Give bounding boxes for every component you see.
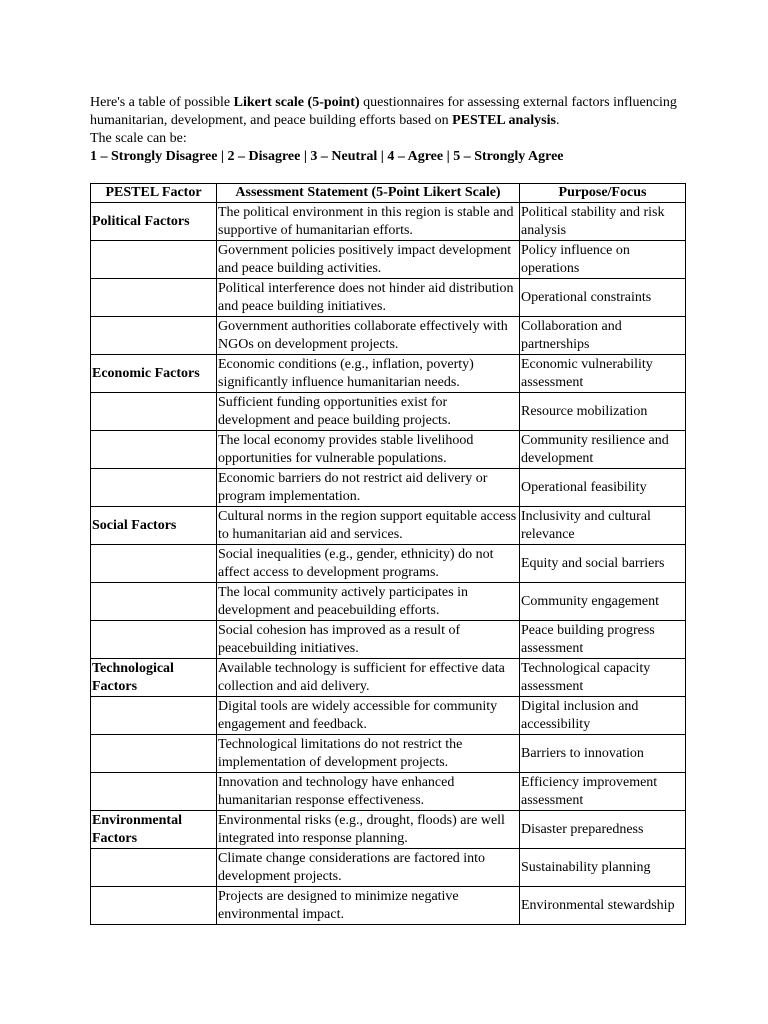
purpose-cell: Barriers to innovation: [520, 735, 686, 773]
statement-cell: Government authorities collaborate effectively with NGOs on development projects.: [217, 317, 520, 355]
intro-bold-likert: Likert scale (5-point): [233, 95, 360, 110]
table-row: [91, 203, 686, 241]
purpose-cell: Community resilience and development: [520, 431, 686, 469]
purpose-cell: Operational constraints: [520, 279, 686, 317]
factor-cell: [91, 735, 217, 773]
factor-cell: [91, 431, 217, 469]
intro-text: Here's a table of possible: [90, 95, 234, 110]
factor-cell: [91, 583, 217, 621]
intro-bold-pestel: PESTEL analysis: [452, 113, 556, 128]
purpose-cell: Operational feasibility: [520, 469, 686, 507]
purpose-cell: Collaboration and partnerships: [520, 317, 686, 355]
header-purpose-focus: Purpose/Focus: [520, 184, 686, 203]
intro-period: .: [555, 113, 560, 128]
table-row: [91, 393, 686, 431]
statement-cell: Sufficient funding opportunities exist for development and peace building projects.: [217, 393, 520, 431]
table-row: [91, 241, 686, 279]
header-assessment-statement: Assessment Statement (5-Point Likert Scale): [217, 184, 520, 203]
statement-cell: Social cohesion has improved as a result of peacebuilding initiatives.: [217, 621, 520, 659]
table-row: [91, 507, 686, 545]
table-row: [91, 697, 686, 735]
table-row: [91, 431, 686, 469]
purpose-cell: Digital inclusion and accessibility: [520, 697, 686, 735]
statement-cell: Digital tools are widely accessible for community engagement and feedback.: [217, 697, 520, 735]
intro-paragraph: [90, 94, 690, 130]
purpose-cell: Environmental stewardship: [520, 887, 686, 925]
intro-section: [90, 94, 690, 166]
factor-cell: [91, 469, 217, 507]
table-header-row: [91, 184, 686, 203]
purpose-cell: Sustainability planning: [520, 849, 686, 887]
purpose-cell: Political stability and risk analysis: [520, 203, 686, 241]
factor-cell: [91, 279, 217, 317]
factor-cell: Political Factors: [91, 203, 217, 241]
factor-cell: [91, 393, 217, 431]
statement-cell: The local economy provides stable livelihood opportunities for vulnerable populations.: [217, 431, 520, 469]
table-row: [91, 735, 686, 773]
statement-cell: Government policies positively impact development and peace building activities.: [217, 241, 520, 279]
factor-cell: [91, 621, 217, 659]
factor-cell: [91, 773, 217, 811]
factor-cell: Social Factors: [91, 507, 217, 545]
purpose-cell: Economic vulnerability assessment: [520, 355, 686, 393]
statement-cell: Economic barriers do not restrict aid delivery or program implementation.: [217, 469, 520, 507]
purpose-cell: Policy influence on operations: [520, 241, 686, 279]
factor-cell: Technological Factors: [91, 659, 217, 697]
statement-cell: Economic conditions (e.g., inflation, poverty) significantly influence humanitarian needs.: [217, 355, 520, 393]
scale-intro: The scale can be:: [90, 131, 187, 146]
purpose-cell: Equity and social barriers: [520, 545, 686, 583]
table-row: [91, 355, 686, 393]
purpose-cell: Community engagement: [520, 583, 686, 621]
statement-cell: Environmental risks (e.g., drought, floods) are well integrated into response planning.: [217, 811, 520, 849]
statement-cell: Available technology is sufficient for effective data collection and aid delivery.: [217, 659, 520, 697]
statement-cell: Technological limitations do not restrict the implementation of development projects.: [217, 735, 520, 773]
factor-cell: Economic Factors: [91, 355, 217, 393]
statement-cell: The local community actively participates in development and peacebuilding efforts.: [217, 583, 520, 621]
statement-cell: Political interference does not hinder aid distribution and peace building initiatives.: [217, 279, 520, 317]
statement-cell: Projects are designed to minimize negative environmental impact.: [217, 887, 520, 925]
table-row: [91, 849, 686, 887]
purpose-cell: Efficiency improvement assessment: [520, 773, 686, 811]
statement-cell: Climate change considerations are factored into development projects.: [217, 849, 520, 887]
factor-cell: [91, 545, 217, 583]
table-row: [91, 317, 686, 355]
table-row: [91, 279, 686, 317]
purpose-cell: Disaster preparedness: [520, 811, 686, 849]
factor-cell: [91, 317, 217, 355]
table-row: [91, 583, 686, 621]
statement-cell: Cultural norms in the region support equitable access to humanitarian aid and services.: [217, 507, 520, 545]
table-row: [91, 773, 686, 811]
purpose-cell: Inclusivity and cultural relevance: [520, 507, 686, 545]
table-row: [91, 811, 686, 849]
pestel-table: [90, 183, 686, 925]
factor-cell: [91, 241, 217, 279]
intro-text-2: questionnaires for assessing external factors influencing humanitarian, development, and peace building efforts based on: [90, 95, 677, 128]
scale-definition: 1 – Strongly Disagree | 2 – Disagree | 3 – Neutral | 4 – Agree | 5 – Strongly Agree: [90, 149, 564, 164]
statement-cell: Innovation and technology have enhanced humanitarian response effectiveness.: [217, 773, 520, 811]
table-row: [91, 659, 686, 697]
table-row: [91, 545, 686, 583]
factor-cell: [91, 697, 217, 735]
purpose-cell: Technological capacity assessment: [520, 659, 686, 697]
factor-cell: [91, 849, 217, 887]
table-row: [91, 887, 686, 925]
statement-cell: The political environment in this region is stable and supportive of humanitarian efforts.: [217, 203, 520, 241]
table-body: [91, 203, 686, 925]
factor-cell: [91, 887, 217, 925]
header-pestel-factor: PESTEL Factor: [91, 184, 217, 203]
purpose-cell: Resource mobilization: [520, 393, 686, 431]
purpose-cell: Peace building progress assessment: [520, 621, 686, 659]
statement-cell: Social inequalities (e.g., gender, ethnicity) do not affect access to development programs.: [217, 545, 520, 583]
table-row: [91, 621, 686, 659]
table-row: [91, 469, 686, 507]
factor-cell: Environmental Factors: [91, 811, 217, 849]
